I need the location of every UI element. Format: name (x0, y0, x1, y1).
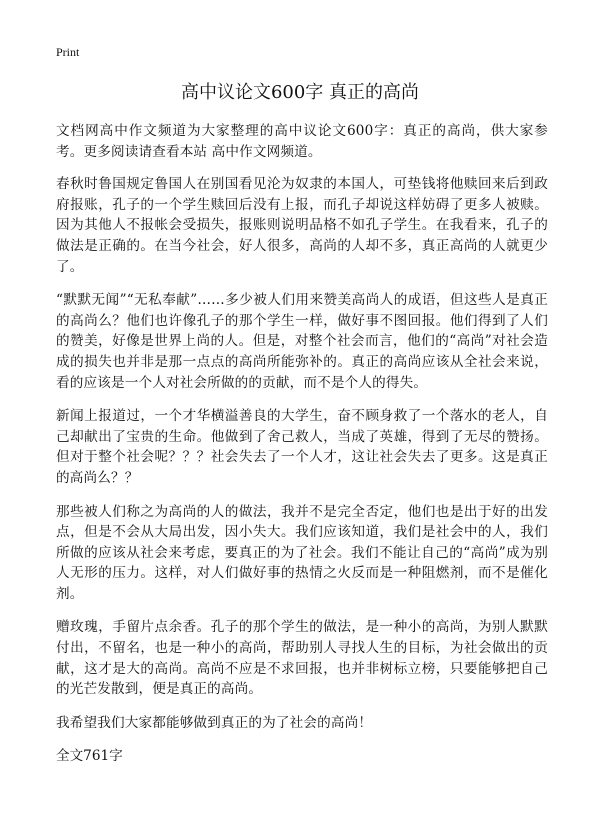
print-link[interactable]: Print (56, 45, 80, 59)
paragraph-1: 春秋时鲁国规定鲁国人在别国看见沦为奴隶的本国人，可垫钱将他赎回来后到政府报账，孔子的一个学生赎回后没有上报，而孔子却说这样妨碍了更多人被赎。因为其他人不报帐会受损失，报账则说明品格不如孔子学生。在我看来，孔子的做法是正确的。在当今社会，好人很多，高尚的人却不多，真正高尚的人就更少了。 (56, 176, 548, 275)
paragraph-5: 赠玫瑰，手留片点余香。孔子的那个学生的做法，是一种小的高尚，为别人默默付出，不留名，也是一种小的高尚，帮助别人寻找人生的目标，为社会做出的贡献，这才是大的高尚。高尚不应是不求回报，也并非树标立榜，只要能够把自己的光芒发散到，便是真正的高尚。 (56, 619, 548, 698)
closing-paragraph: 我希望我们大家都能够做到真正的为了社会的高尚！ (56, 714, 373, 731)
word-count: 全文761字 (56, 748, 123, 765)
page-title: 高中议论文600字 真正的高尚 (180, 82, 420, 103)
article-body (56, 121, 548, 767)
paragraph-2: “默默无闻”“无私奉献”……多少被人们用来赞美高尚人的成语，但这些人是真正的高尚么？他们也许像孔子的那个学生一样，做好事不图回报。他们得到了人们的赞美，好像是世界上尚的人。但是，对整个社会而言，他们的“高尚”对社会造成的损失也并非是那一点点的高尚所能弥补的。真正的高尚应该从全社会来说，看的应该是一个人对社会所做的的贡献，而不是个人的得失。 (56, 292, 548, 391)
intro-paragraph: 文档网高中作文频道为大家整理的高中议论文600字：真正的高尚，供大家参考。更多阅读请查看本站 高中作文网频道。 (56, 123, 548, 160)
paragraph-4: 那些被人们称之为高尚的人的做法，我并不是完全否定，他们也是出于好的出发点，但是不会从大局出发，因小失大。我们应该知道，我们是社会中的人，我们所做的应该从社会来考虑，要真正的为了社会。我们不能让自己的“高尚”成为别人无形的压力。这样，对人们做好事的热情之火反而是一种阻燃剂，而不是催化剂。 (56, 503, 548, 602)
paragraph-3: 新闻上报道过，一个才华横溢善良的大学生，奋不顾身救了一个落水的老人，自己却献出了宝贵的生命。他做到了舍己救人，当成了英雄，得到了无尽的赞扬。但对于整个社会呢？？？社会失去了一个人才，这让社会失去了更多。这是真正的高尚么？？ (56, 408, 548, 486)
